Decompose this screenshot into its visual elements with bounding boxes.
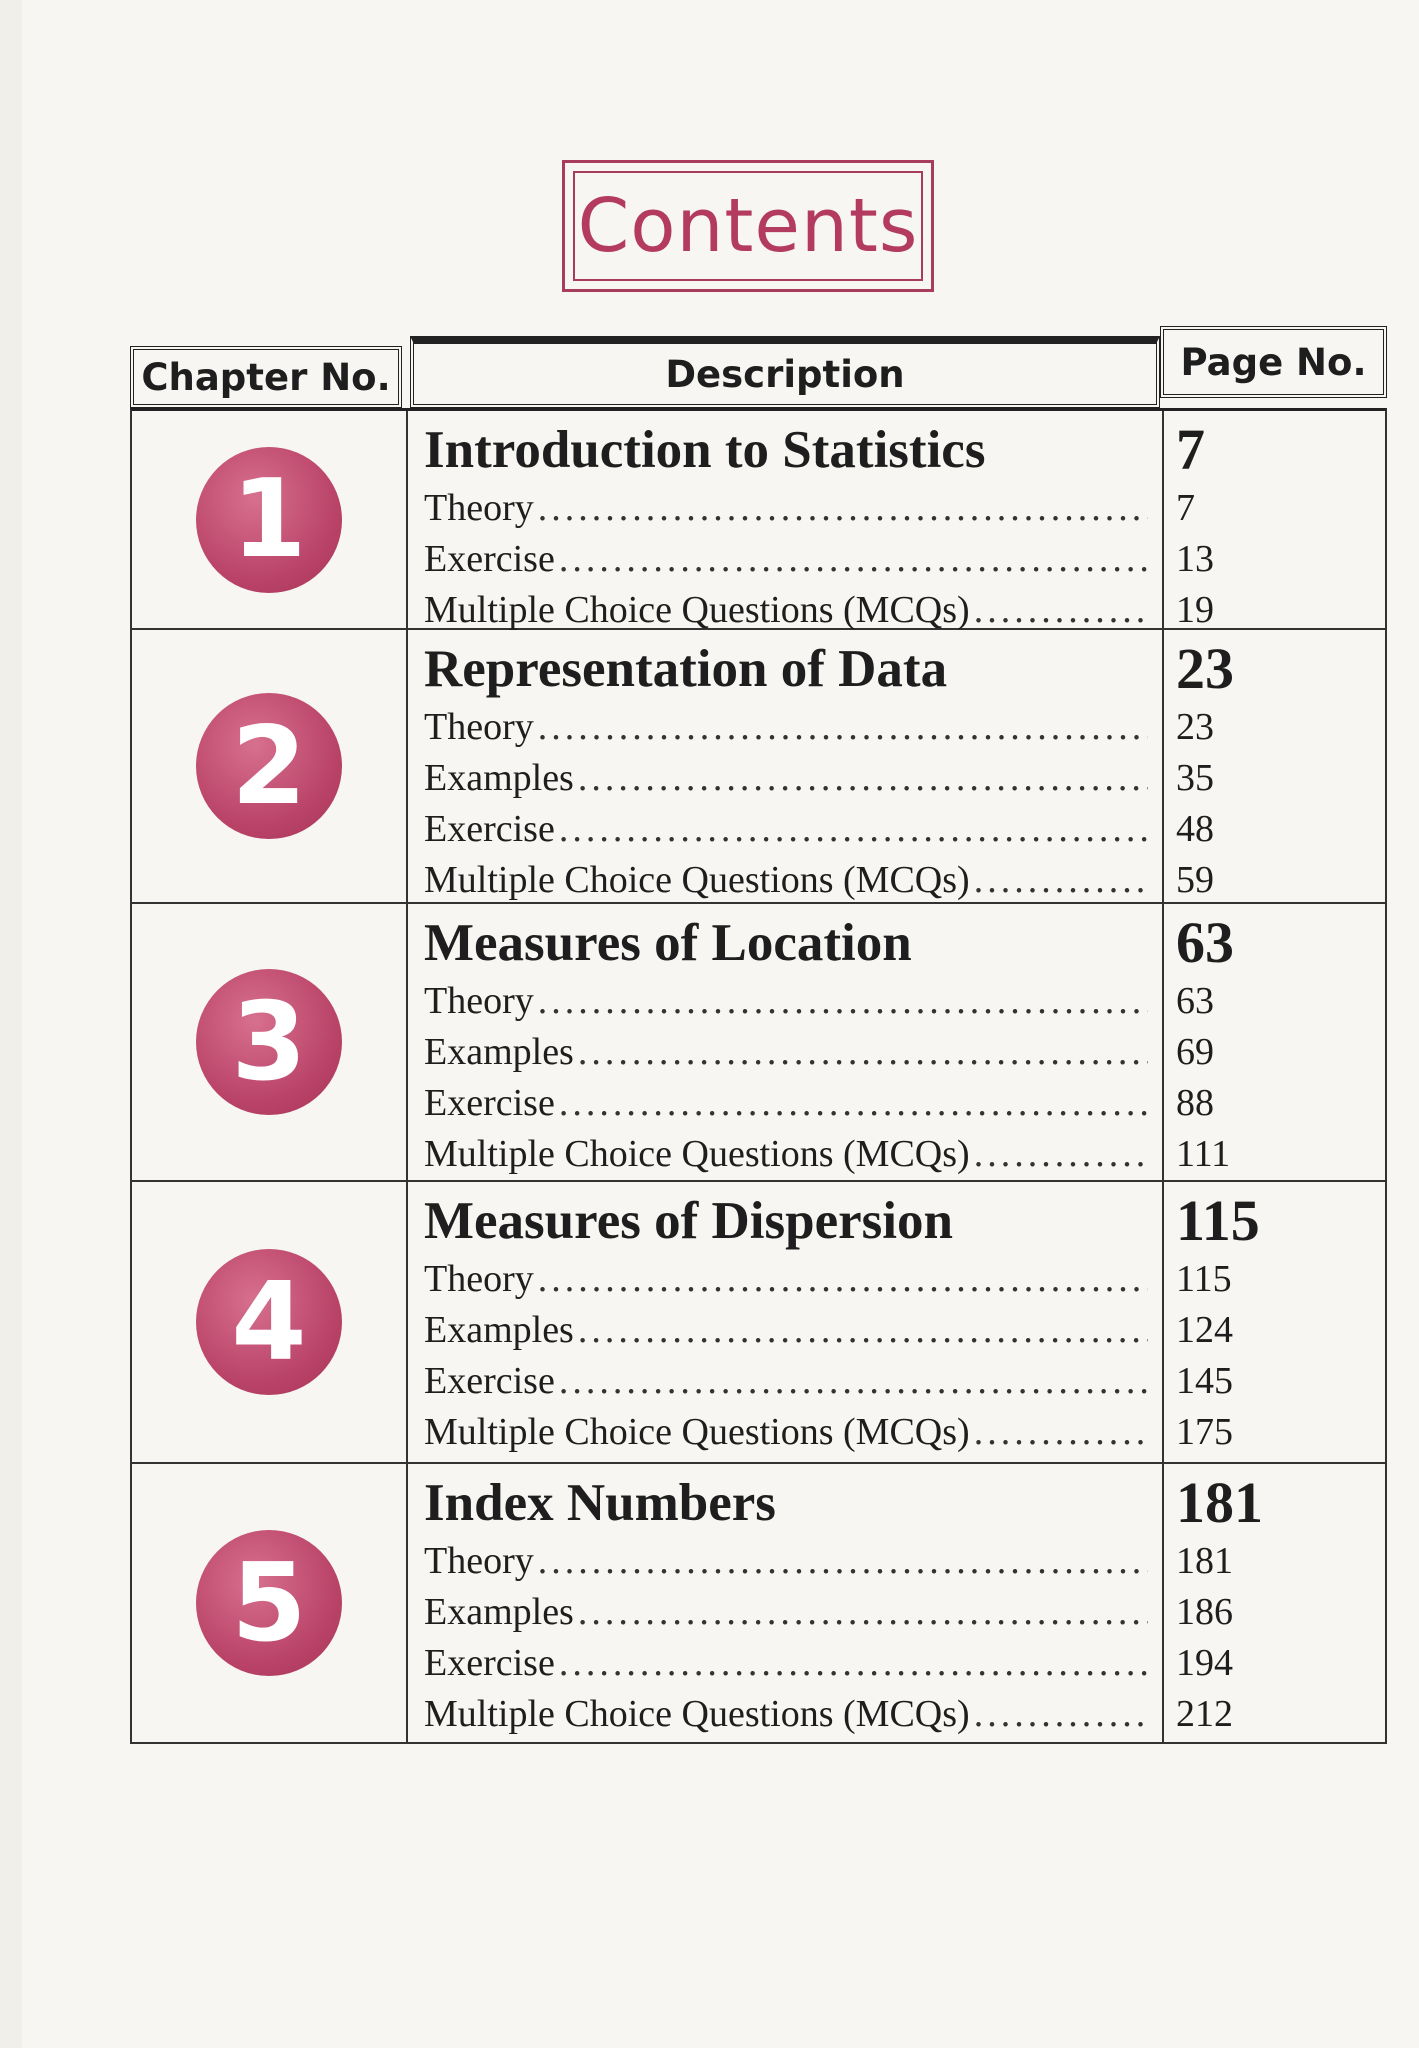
chapter-number-cell: [132, 1182, 408, 1462]
chapter-description-cell: [408, 1182, 1164, 1462]
table-body: [130, 408, 1387, 1744]
toc-entry-label: Exercise: [424, 1082, 555, 1124]
toc-entry-page: 186: [1176, 1591, 1233, 1633]
toc-entry-page: 194: [1176, 1642, 1233, 1684]
toc-entry-label: Multiple Choice Questions (MCQs): [424, 589, 970, 631]
toc-entry-page: 35: [1176, 757, 1214, 799]
chapter-number-cell: [132, 630, 408, 902]
page: [22, 0, 1419, 2048]
contents-table: [130, 336, 1387, 1744]
toc-entry-label: Theory: [424, 487, 534, 529]
toc-entry: [424, 1129, 1148, 1180]
chapter-start-page: 7: [1176, 417, 1205, 482]
dot-leader: [559, 804, 1148, 855]
chapter-number-badge: 1: [196, 447, 342, 593]
chapter-number-badge: 2: [196, 693, 342, 839]
toc-entry-page: 88: [1176, 1082, 1214, 1124]
toc-entry: [424, 1689, 1148, 1740]
toc-entry-page: 181: [1176, 1540, 1233, 1582]
toc-entry: [424, 1638, 1148, 1689]
chapter-title: Representation of Data: [424, 640, 948, 698]
toc-entry: [424, 1407, 1148, 1458]
dot-leader: [578, 1587, 1148, 1638]
dot-leader: [559, 1078, 1148, 1129]
toc-entry-page: 59: [1176, 859, 1214, 901]
chapter-number-badge: 4: [196, 1249, 342, 1395]
chapter-page-cell: [1164, 1464, 1385, 1742]
toc-entry-label: Multiple Choice Questions (MCQs): [424, 1693, 970, 1735]
toc-entry-label: Theory: [424, 706, 534, 748]
toc-entry: [424, 585, 1148, 636]
dot-leader: [974, 1689, 1148, 1740]
dot-leader: [974, 1407, 1148, 1458]
toc-entry: [424, 1254, 1148, 1305]
toc-entry-label: Theory: [424, 1540, 534, 1582]
chapter-number-badge: 3: [196, 969, 342, 1115]
header-chapter-no: Chapter No.: [130, 346, 402, 408]
toc-entry-label: Exercise: [424, 808, 555, 850]
toc-entry-label: Examples: [424, 1591, 574, 1633]
dot-leader: [538, 976, 1148, 1027]
toc-entry-page: 111: [1176, 1133, 1231, 1175]
chapter-description-cell: [408, 1464, 1164, 1742]
chapter-title: Introduction to Statistics: [424, 421, 986, 479]
header-description: Description: [410, 336, 1160, 408]
chapter-description-cell: [408, 411, 1164, 631]
toc-entry: [424, 753, 1148, 804]
toc-entry: [424, 804, 1148, 855]
dot-leader: [559, 1638, 1148, 1689]
toc-entry-label: Exercise: [424, 538, 555, 580]
chapter-title: Measures of Location: [424, 914, 912, 972]
toc-entry: [424, 1536, 1148, 1587]
chapter-row: [132, 1464, 1385, 1742]
contents-title-frame: [562, 160, 934, 292]
dot-leader: [974, 855, 1148, 906]
dot-leader: [578, 1305, 1148, 1356]
toc-entry-label: Multiple Choice Questions (MCQs): [424, 1133, 970, 1175]
toc-entry-page: 48: [1176, 808, 1214, 850]
toc-entry-page: 212: [1176, 1693, 1233, 1735]
toc-entry-label: Examples: [424, 757, 574, 799]
chapter-title: Measures of Dispersion: [424, 1192, 953, 1250]
dot-leader: [559, 534, 1148, 585]
toc-entry-page: 69: [1176, 1031, 1214, 1073]
chapter-start-page: 115: [1176, 1188, 1260, 1253]
chapter-title: Index Numbers: [424, 1474, 776, 1532]
toc-entry: [424, 1078, 1148, 1129]
toc-entry: [424, 1305, 1148, 1356]
toc-entry-label: Multiple Choice Questions (MCQs): [424, 1411, 970, 1453]
toc-entry: [424, 855, 1148, 906]
toc-entry-page: 23: [1176, 706, 1214, 748]
chapter-row: [132, 904, 1385, 1182]
toc-entry-label: Exercise: [424, 1642, 555, 1684]
chapter-number-cell: [132, 904, 408, 1180]
chapter-start-page: 181: [1176, 1470, 1263, 1535]
chapter-number-cell: [132, 411, 408, 628]
chapter-number-cell: [132, 1464, 408, 1742]
toc-entry-page: 7: [1176, 487, 1195, 529]
dot-leader: [578, 1027, 1148, 1078]
toc-entry-page: 115: [1176, 1258, 1232, 1300]
toc-entry: [424, 534, 1148, 585]
toc-entry-page: 145: [1176, 1360, 1233, 1402]
dot-leader: [538, 702, 1148, 753]
chapter-page-cell: [1164, 904, 1385, 1180]
dot-leader: [974, 1129, 1148, 1180]
contents-title: Contents: [573, 171, 923, 281]
chapter-row: [132, 630, 1385, 904]
toc-entry-page: 124: [1176, 1309, 1233, 1351]
dot-leader: [974, 585, 1148, 636]
dot-leader: [559, 1356, 1148, 1407]
toc-entry-page: 63: [1176, 980, 1214, 1022]
toc-entry-label: Examples: [424, 1031, 574, 1073]
chapter-description-cell: [408, 630, 1164, 902]
dot-leader: [538, 1536, 1148, 1587]
chapter-number-badge: 5: [196, 1530, 342, 1676]
toc-entry: [424, 1356, 1148, 1407]
toc-entry: [424, 976, 1148, 1027]
chapter-page-cell: [1164, 630, 1385, 902]
header-page-no: Page No.: [1160, 326, 1387, 398]
chapter-row: [132, 411, 1385, 630]
chapter-page-cell: [1164, 1182, 1385, 1462]
toc-entry-label: Exercise: [424, 1360, 555, 1402]
chapter-row: [132, 1182, 1385, 1464]
toc-entry-label: Multiple Choice Questions (MCQs): [424, 859, 970, 901]
toc-entry-label: Examples: [424, 1309, 574, 1351]
chapter-description-cell: [408, 904, 1164, 1180]
toc-entry-page: 19: [1176, 589, 1214, 631]
toc-entry-page: 175: [1176, 1411, 1233, 1453]
chapter-page-cell: [1164, 411, 1385, 631]
toc-entry: [424, 483, 1148, 534]
dot-leader: [538, 1254, 1148, 1305]
chapter-start-page: 63: [1176, 910, 1234, 975]
toc-entry-label: Theory: [424, 1258, 534, 1300]
table-header: [130, 336, 1387, 408]
dot-leader: [538, 483, 1148, 534]
toc-entry-page: 13: [1176, 538, 1214, 580]
chapter-start-page: 23: [1176, 636, 1234, 701]
toc-entry: [424, 1587, 1148, 1638]
toc-entry: [424, 1027, 1148, 1078]
toc-entry: [424, 702, 1148, 753]
toc-entry-label: Theory: [424, 980, 534, 1022]
dot-leader: [578, 753, 1148, 804]
